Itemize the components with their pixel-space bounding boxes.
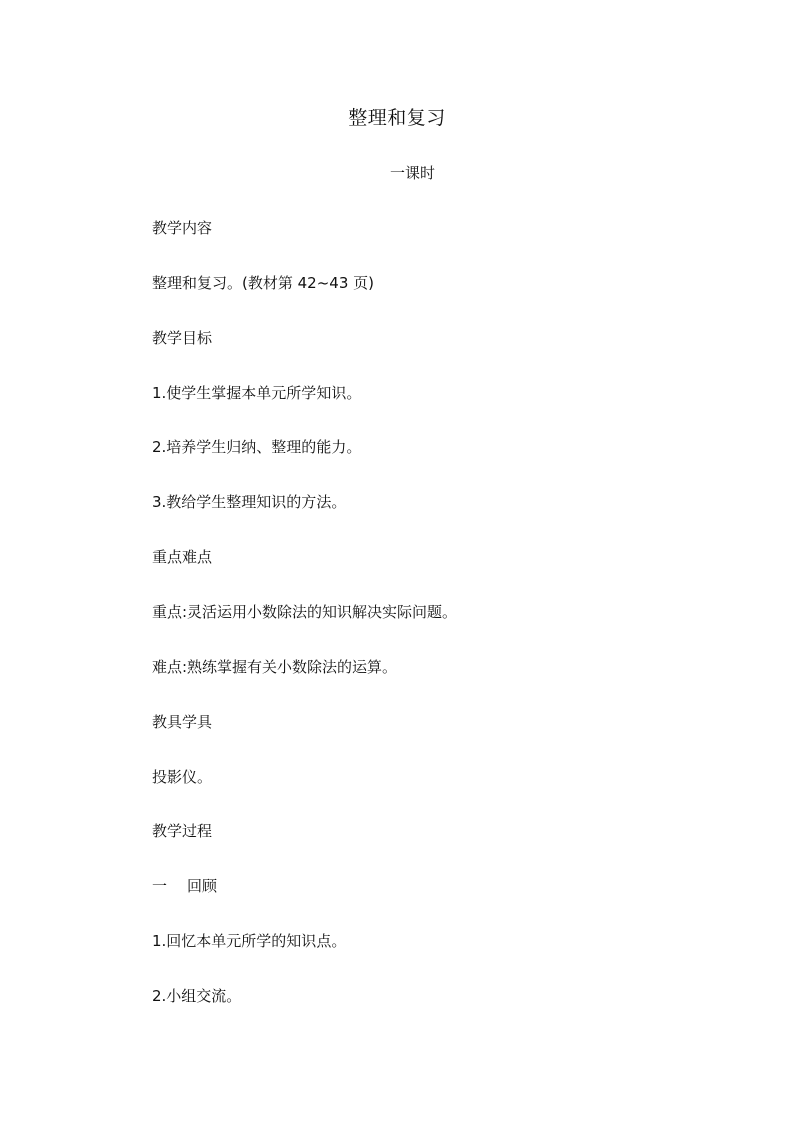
document-title: 整理和复习: [348, 107, 446, 129]
section-one-heading: [152, 876, 217, 896]
keypoints-heading: 重点难点: [152, 548, 213, 566]
content-text: 整理和复习。(教材第 42~43 页): [152, 274, 374, 292]
content-heading: 教学内容: [152, 219, 213, 237]
section-one-title: 回顾: [187, 877, 218, 895]
keypoint-text: 重点:灵活运用小数除法的知识解决实际问题。: [152, 603, 458, 621]
process-heading: 教学过程: [152, 822, 213, 840]
objective-item: 2.培养学生归纳、整理的能力。: [152, 438, 362, 456]
document-subtitle: 一课时: [390, 164, 436, 182]
tools-text: 投影仪。: [152, 768, 213, 786]
objective-item: 1.使学生掌握本单元所学知识。: [152, 384, 362, 402]
tools-heading: 教具学具: [152, 713, 213, 731]
difficulty-text: 难点:熟练掌握有关小数除法的运算。: [152, 658, 398, 676]
process-step: 1.回忆本单元所学的知识点。: [152, 932, 347, 950]
objective-item: 3.教给学生整理知识的方法。: [152, 493, 347, 511]
section-one-number: 一: [152, 877, 168, 895]
process-step: 2.小组交流。: [152, 987, 242, 1005]
objectives-heading: 教学目标: [152, 329, 213, 347]
